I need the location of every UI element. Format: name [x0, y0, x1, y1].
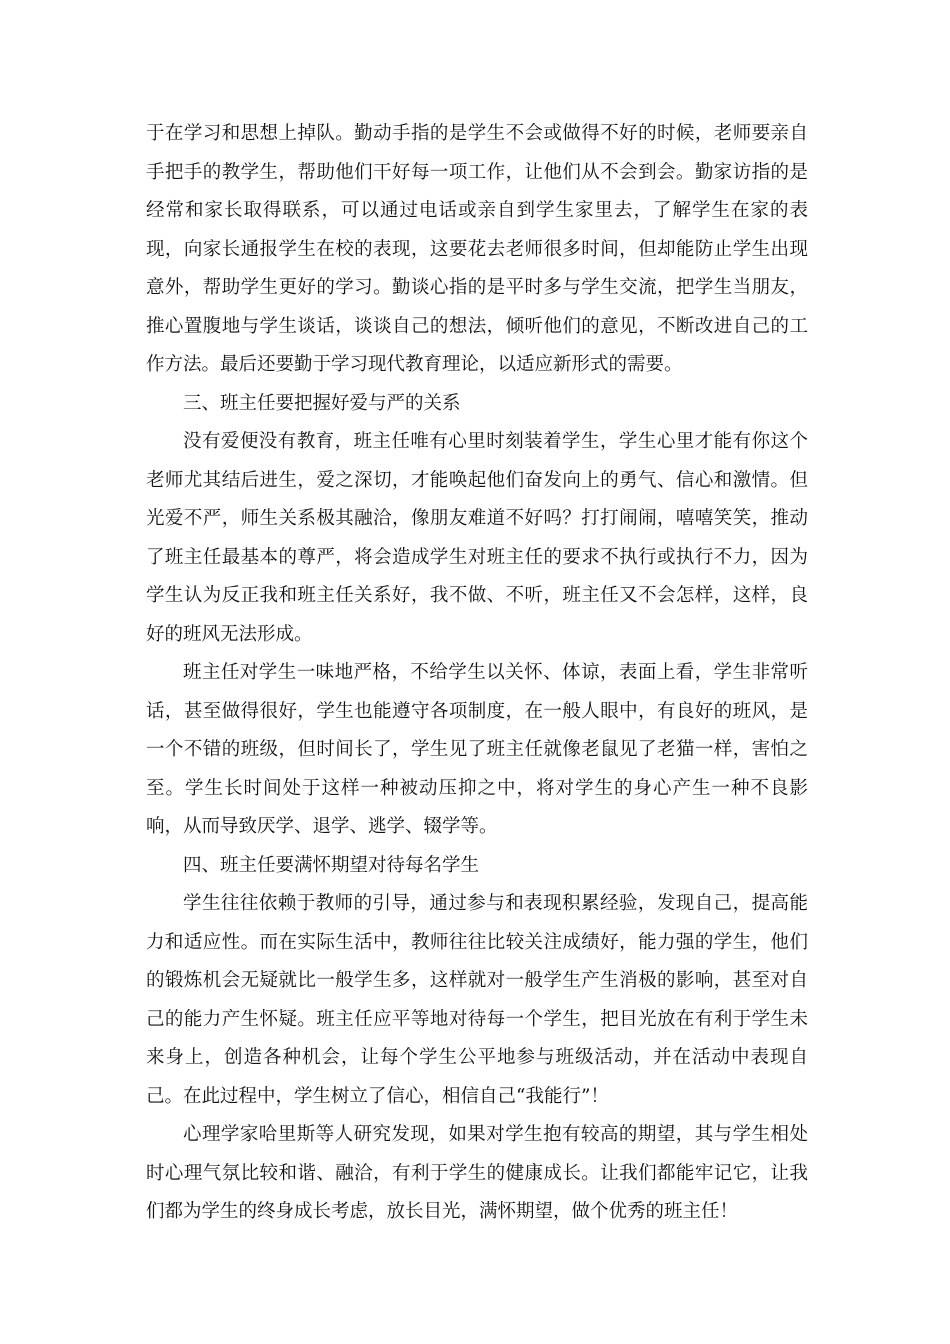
paragraph-expectations: 学生往往依赖于教师的引导，通过参与和表现积累经验，发现自己，提高能力和适应性。而在实际生活中，教师往往比较关注成绩好，能力强的学生，他们的锻炼机会无疑就比一般学生多，这样就对一般学生产生消极的影响，甚至对自己的能力产生怀疑。班主任应平等地对待每一个学生，把目光放在有利于学生未来身上，创造各种机会，让每个学生公平地参与班级活动，并在活动中表现自己。在此过程中，学生树立了信心，相信自己“我能行”！ [146, 893, 808, 1107]
section-heading-3: 三、班主任要把握好爱与严的关系 [183, 392, 461, 414]
paragraph-conclusion: 心理学家哈里斯等人研究发现，如果对学生抱有较高的期望，其与学生相处时心理气氛比较和谐、融洽，有利于学生的健康成长。让我们都能牢记它，让我们都为学生的终身成长考虑，放长目光，满怀期望，做个优秀的班主任！ [146, 1124, 808, 1222]
document-body [146, 115, 808, 1232]
paragraph-strictness-effects: 班主任对学生一味地严格，不给学生以关怀、体谅，表面上看，学生非常听话，甚至做得很好，学生也能遵守各项制度，在一般人眼中，有良好的班风，是一个不错的班级，但时间长了，学生见了班主任就像老鼠见了老猫一样，害怕之至。学生长时间处于这样一种被动压抑之中，将对学生的身心产生一种不良影响，从而导致厌学、退学、逃学、辍学等。 [146, 662, 808, 837]
paragraph-continuation: 于在学习和思想上掉队。勤动手指的是学生不会或做得不好的时候，老师要亲自手把手的教学生，帮助他们干好每一项工作，让他们从不会到会。勤家访指的是经常和家长取得联系，可以通过电话或亲自到学生家里去，了解学生在家的表现，向家长通报学生在校的表现，这要花去老师很多时间，但却能防止学生出现意外，帮助学生更好的学习。勤谈心指的是平时多与学生交流，把学生当朋友，推心置腹地与学生谈话，谈谈自己的想法，倾听他们的意见，不断改进自己的工作方法。最后还要勤于学习现代教育理论，以适应新形式的需要。 [146, 123, 808, 375]
paragraph-love-and-strictness: 没有爱便没有教育，班主任唯有心里时刻装着学生，学生心里才能有你这个老师尤其结后进生，爱之深切，才能唤起他们奋发向上的勇气、信心和激情。但光爱不严，师生关系极其融洽，像朋友难道不好吗？打打闹闹，嘻嘻笑笑，推动了班主任最基本的尊严，将会造成学生对班主任的要求不执行或执行不力，因为学生认为反正我和班主任关系好，我不做、不听，班主任又不会怎样，这样，良好的班风无法形成。 [146, 431, 808, 645]
section-heading-4: 四、班主任要满怀期望对待每名学生 [183, 854, 480, 876]
